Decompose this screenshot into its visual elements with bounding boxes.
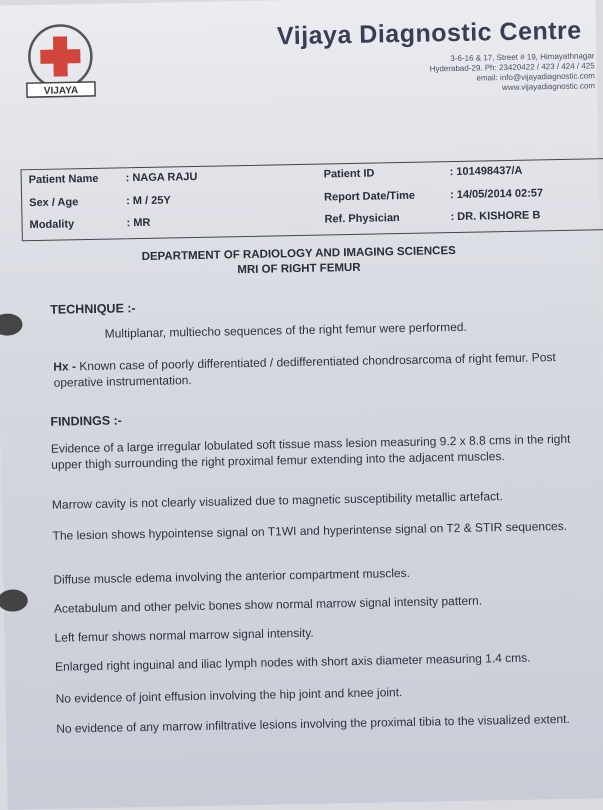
- punch-hole: [0, 313, 23, 336]
- patient-name-label: Patient Name: [28, 172, 99, 187]
- sex-age-label: Sex / Age: [29, 196, 79, 210]
- finding-item: Evidence of a large irregular lobulated soft tissue mass lesion measuring 9.2 x 8.8 cms in the right upper thigh surrounding the right proximal femur extending into the adjacent muscles.: [50, 431, 571, 472]
- finding-item: Acetabulum and other pelvic bones show normal marrow signal intensity pattern.: [53, 593, 483, 616]
- report-date-label: Report Date/Time: [324, 189, 416, 204]
- technique-text: Multiplanar, multiecho sequences of the right femur were performed.: [104, 319, 467, 341]
- finding-item: Marrow cavity is not clearly visualized due to magnetic susceptibility metallic artefact.: [51, 489, 503, 512]
- ref-physician-label: Ref. Physician: [324, 212, 400, 226]
- email-line: email: info@vijayadiagnostic.com: [476, 71, 595, 83]
- logo-text: VIJAYA: [43, 85, 79, 97]
- patient-id-value: : 101498437/A: [449, 164, 523, 179]
- ref-physician-value: : DR. KISHORE B: [450, 209, 541, 224]
- finding-item: Enlarged right inguinal and iliac lymph nodes with short axis diameter measuring 1.4 cms.: [54, 650, 531, 674]
- patient-info-box: [21, 158, 603, 241]
- sex-age-value: : M / 25Y: [126, 194, 171, 208]
- website-line: www.vijayadiagnostic.com: [502, 81, 596, 93]
- vijaya-cross-logo: [23, 22, 98, 99]
- address-line: 3-6-16 & 17, Street # 19, Himayathnagar: [450, 51, 595, 64]
- history-paragraph: [53, 348, 599, 390]
- modality-label: Modality: [29, 218, 75, 232]
- finding-item: Left femur shows normal marrow signal intensity.: [54, 625, 314, 645]
- punch-hole: [0, 589, 28, 612]
- modality-value: : MR: [126, 216, 151, 230]
- patient-name-value: : NAGA RAJU: [125, 170, 198, 185]
- brand-name: Vijaya Diagnostic Centre: [276, 16, 582, 51]
- study-heading: MRI OF RIGHT FEMUR: [237, 261, 361, 277]
- address-line: Hyderabad-29. Ph: 23420422 / 423 / 424 / 425: [429, 61, 595, 74]
- history-text: Known case of poorly differentiated / dedifferentiated chondrosarcoma of right femur. Post operative instrumentation.: [53, 350, 556, 390]
- finding-item: Diffuse muscle edema involving the anterior compartment muscles.: [53, 565, 411, 587]
- department-heading: DEPARTMENT OF RADIOLOGY AND IMAGING SCIENCES: [141, 244, 456, 264]
- finding-item: No evidence of any marrow infiltrative lesions involving the proximal tibia to the visualized extent.: [56, 711, 570, 736]
- report-date-value: : 14/05/2014 02:57: [449, 187, 544, 202]
- finding-item: The lesion shows hypointense signal on T1WI and hyperintense signal on T2 & STIR sequences.: [52, 518, 568, 543]
- finding-item: No evidence of joint effusion involving the hip joint and knee joint.: [55, 685, 403, 706]
- technique-heading: TECHNIQUE :-: [50, 301, 136, 317]
- patient-id-label: Patient ID: [323, 167, 375, 181]
- findings-heading: FINDINGS :-: [50, 413, 123, 429]
- history-label: Hx -: [53, 359, 80, 374]
